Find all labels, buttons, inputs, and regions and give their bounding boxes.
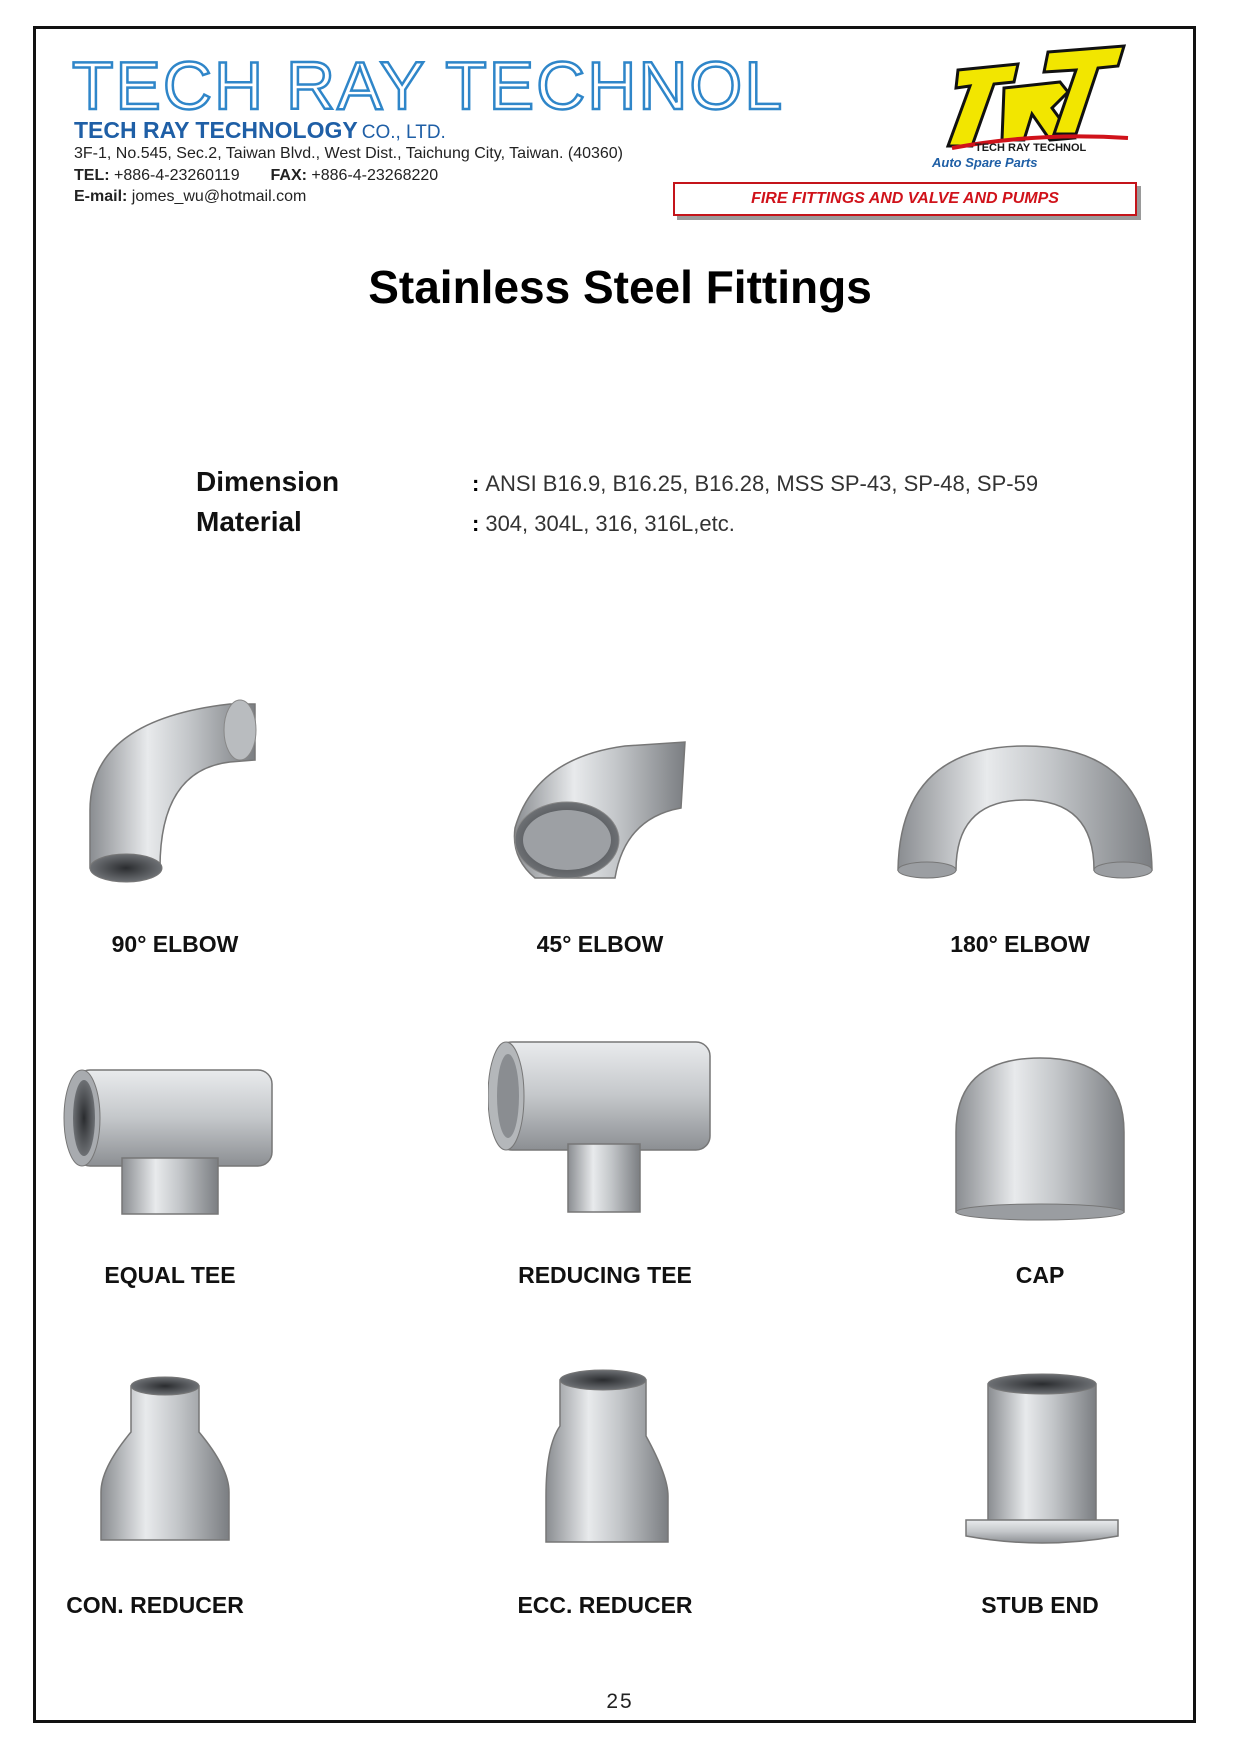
item-label: EQUAL TEE	[104, 1262, 236, 1288]
email-address: jomes_wu@hotmail.com	[127, 188, 307, 205]
email-label: E-mail:	[74, 188, 128, 205]
company-suffix: CO., LTD.	[361, 122, 446, 143]
stub-end-icon	[962, 1370, 1122, 1550]
item-label: 90° ELBOW	[111, 931, 239, 957]
item-label: 180° ELBOW	[950, 931, 1090, 957]
company-name	[74, 117, 446, 144]
spec-value-text: ANSI B16.9, B16.25, B16.28, MSS SP-43, SP-48, SP-59	[485, 471, 1039, 496]
spec-value-material	[472, 511, 735, 537]
spec-value-text: 304, 304L, 316, 316L,etc.	[485, 511, 735, 536]
tel-number: +886-4-23260119	[109, 167, 240, 184]
spec-label-dimension: Dimension	[196, 466, 340, 497]
company-name-text: TECH RAY TECHNOLOGY	[74, 117, 358, 143]
tel-label: TEL:	[74, 167, 110, 184]
eccentric-reducer-icon	[540, 1366, 675, 1552]
spec-value-dimension	[472, 471, 1038, 497]
item-label: 45° ELBOW	[536, 931, 664, 957]
item-label: REDUCING TEE	[518, 1262, 692, 1288]
elbow-180-icon	[890, 738, 1160, 888]
spec-colon: :	[472, 511, 480, 536]
item-label: CON. REDUCER	[66, 1592, 244, 1618]
spec-colon: :	[472, 471, 480, 496]
contact-email-line	[74, 188, 306, 206]
cap-icon	[950, 1052, 1130, 1222]
equal-tee-icon	[60, 1058, 280, 1218]
reducing-tee-icon	[488, 1032, 718, 1217]
contact-phone-line	[74, 167, 438, 185]
logo-caption-tagline: Auto Spare Parts	[932, 155, 1038, 170]
product-banner-text: FIRE FITTINGS AND VALVE AND PUMPS	[751, 190, 1059, 207]
item-label: CAP	[1015, 1262, 1065, 1288]
page-title: Stainless Steel Fittings	[368, 261, 872, 313]
spec-label-material: Material	[196, 506, 302, 537]
concentric-reducer-icon	[95, 1372, 235, 1552]
elbow-45-icon	[505, 728, 695, 888]
company-address: 3F-1, No.545, Sec.2, Taiwan Blvd., West Dist., Taichung City, Taiwan. (40360)	[74, 145, 624, 162]
product-banner	[673, 182, 1137, 216]
fax-number: +886-4-23268220	[306, 167, 439, 184]
brand-wordmark: TECH RAY TECHNOL	[72, 48, 785, 124]
fax-label: FAX:	[270, 167, 307, 184]
item-label: ECC. REDUCER	[517, 1592, 693, 1618]
logo-caption-company: TECH RAY TECHNOL	[975, 142, 1087, 154]
elbow-90-icon	[80, 690, 260, 890]
page-number: 25	[606, 1690, 634, 1713]
item-label: STUB END	[981, 1592, 1099, 1618]
